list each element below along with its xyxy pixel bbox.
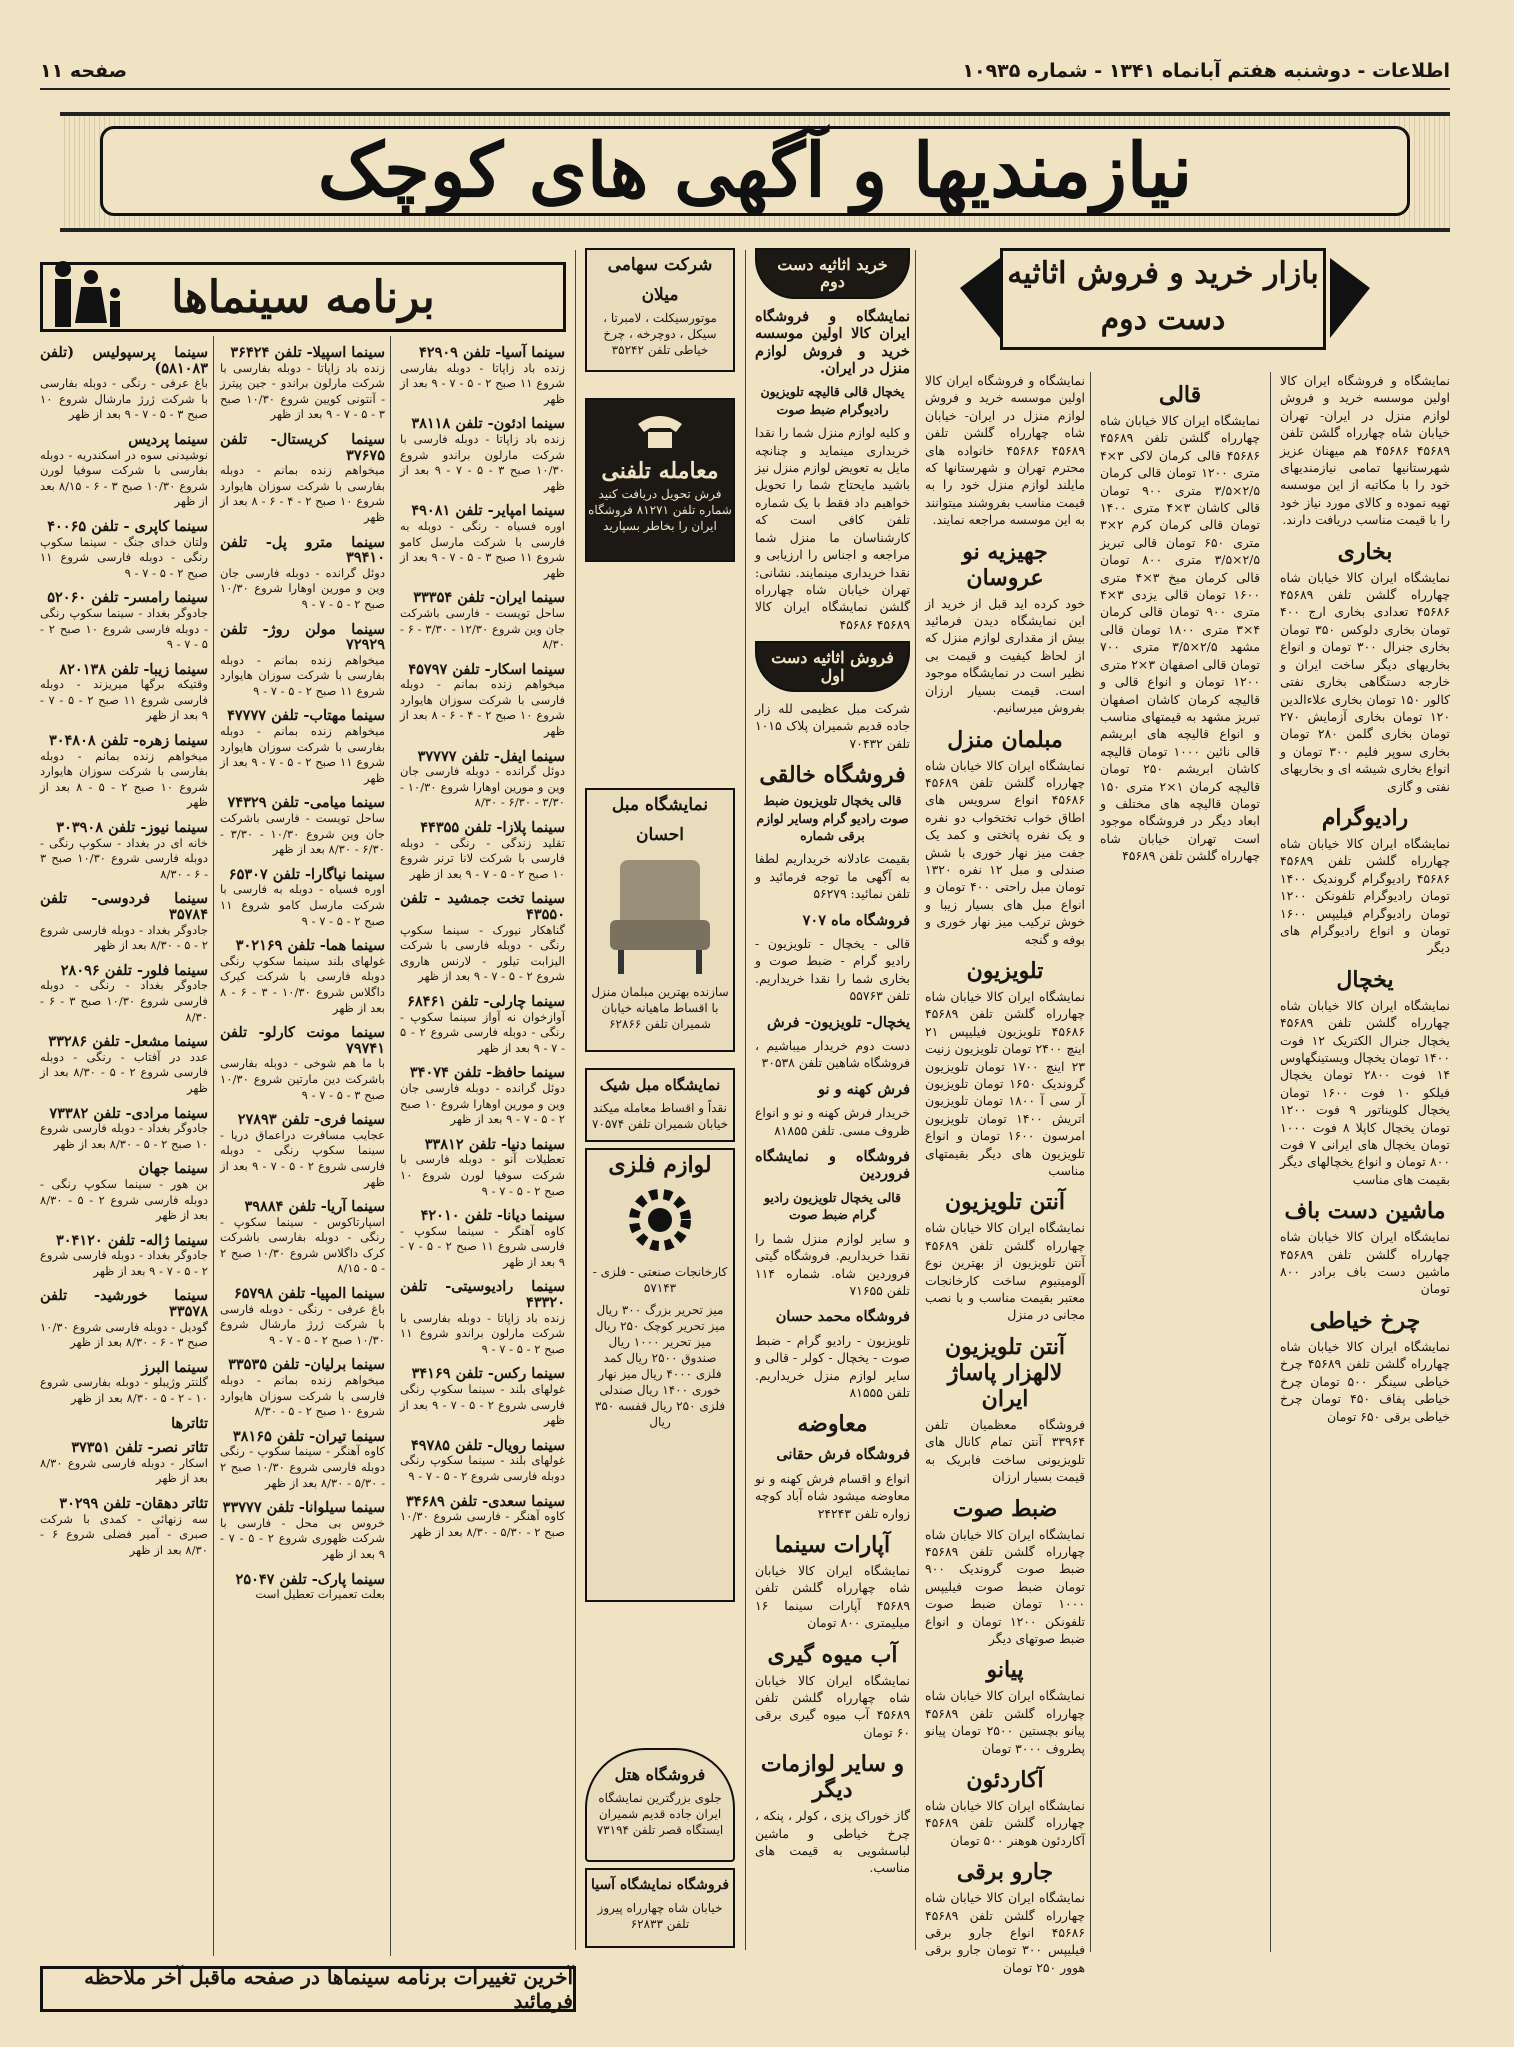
- cinema-name: سینما فلور- تلفن ۲۸۰۹۶: [60, 961, 208, 979]
- cinema-showtimes: میخواهم زنده بمانم - دوبله بفارسی با شرکت سوزان هایوارد شروع ۱۰ صبح ۲ - ۴ - ۶ - ۸ بعد از ظهر: [220, 463, 385, 524]
- heading-recorder: ضبط صوت: [952, 1495, 1058, 1522]
- column-buy-sell: [755, 248, 910, 1953]
- heading-farvardin: فروشگاه و نمایشگاه فروردین: [755, 1148, 910, 1183]
- ad-shik-text: نقداً و اقساط معامله میکند خیابان شمیران تلفن ۷۰۵۷۴: [591, 1101, 729, 1131]
- ad-ehsan-text: سازنده بهترین مبلمان منزل با اقساط ماهیانه خیابان شمیران تلفن ۶۲۸۶۶: [591, 985, 729, 1031]
- cinema-name: سینما المپیا- تلفن ۶۵۷۹۸: [233, 1285, 385, 1303]
- ad-buy-body: و کلیه لوازم منزل شما را نقدا خریداری مینماید و چنانچه مایل به تعویض لوازم منزل نیز باشید مایحتاج شما را تحویل خواهیم داد فقط با یک شماره تلفن کافی است که کارشناسان ما منزل شما مراجعه و اجناس را ارزیابی و نقدا خریداری مینمایند. نشانی: تهران خیابان شاه چهارراه گلشن نمایشگاه ایران کالا ۴۵۶۸۹ ۴۵۶۸۶: [755, 425, 910, 632]
- cinema-name: سینما دیانا- تلفن ۴۲۰۱۰: [420, 1207, 565, 1225]
- cinema-showtimes: بعلت تعمیرات تعطیل است: [255, 1587, 385, 1602]
- cinema-name: سینما رویال- تلفن ۴۹۷۸۵: [410, 1436, 565, 1454]
- cinema-name: سینما آسیا- تلفن ۴۲۹۰۹: [419, 344, 565, 361]
- cinema-showtimes: گودیل - دوبله فارسی شروع ۱۰/۳۰ صبح ۳ - ۶ - ۸/۳۰ بعد از ظهر: [40, 1319, 208, 1350]
- ad-asia-title: فروشگاه نمایشگاه آسیا: [590, 1877, 730, 1893]
- heading-heaters: بخاری: [1337, 538, 1393, 565]
- cinema-name: سینما پردیس: [128, 430, 208, 448]
- cinema-name: سینما رامسر- تلفن ۵۲۰۶۰: [47, 589, 208, 607]
- cinema-showtimes: نوشیدنی سوه در اسکندریه - دوبله بفارسی با شرکت سوفیا لورن شروع ۱۰/۳۰ صبح ۳ - ۶ - ۸/۱۵ بعد از ظهر: [40, 447, 208, 509]
- cinema-name: سینما خورشید- تلفن ۳۳۵۷۸: [40, 1287, 208, 1321]
- ad-other: گاز خوراک پزی ، کولر ، پنکه ، چرخ خیاطی و ماشین لباسشویی به قیمت های مناسب.: [755, 1808, 910, 1876]
- ad-hotel-text: جلوی بزرگترین نمایشگاه ایران جاده قدیم شمیران ایستگاه قصر تلفن ۷۳۱۹۴: [596, 1791, 724, 1837]
- cinema-name: سینما نیاگارا- تلفن ۶۵۳۰۷: [228, 865, 385, 883]
- cinema-program-title: برنامه سینماها: [171, 271, 435, 323]
- cinema-showtimes: میخواهم زنده بمانم - دوبله بفارسی با شرکت سوزان هایوارد شروع ۱۱ صبح ۲ - ۵ - ۷ - ۹: [220, 652, 385, 698]
- cinema-showtimes: جادوگر بغداد - سینما سکوپ رنگی - دوبله فارسی شروع ۱۰ صبح ۲ - ۵ - ۷ - ۹: [40, 605, 208, 652]
- heading-projector: آپارات سینما: [774, 1531, 891, 1558]
- cinema-name: سینما رکس- تلفن ۳۴۱۶۹: [411, 1365, 565, 1383]
- heading-antenna-2: آنتن تلویزیون لالهزار پاساژ ایران: [945, 1333, 1065, 1412]
- cinema-showtimes: آوازخوان نه آواز سینما سکوپ - رنگی - دوبله فارسی شروع ۲ - ۵ - ۷ - ۹ بعد از ظهر: [400, 1009, 565, 1055]
- ad-phone-deal: [585, 398, 735, 562]
- armchair-icon: [600, 850, 720, 980]
- ad-heaters: نمایشگاه ایران کالا خیابان شاه چهارراه گلشن تلفن ۴۵۶۸۹ ۴۵۶۸۶ تعدادی بخاری ارج ۴۰۰ تومان بخاری دلوکس ۳۵۰ تومان بخاری جنرال ۳۰۰ تومان و انواع بخاریهای دیگر ساخت ایران و خارجه دستگاهی بخاری نفتی کالور ۱۵۰ تومان بخاری علاءالدین ۱۲۰ تومان بخاری آزمایش ۲۷۰ تومان بخاری گلمن ۲۸۰ تومان بخاری سوپر فلیم ۳۰۰ تومان و انواع بخاری شیشه ای و بخاریهای نفتی و گازی: [1280, 569, 1450, 794]
- cinema-name: سینما پارک- تلفن ۲۵۰۴۷: [235, 1570, 385, 1588]
- cinema-showtimes: اسکار - دوبله فارسی شروع ۸/۳۰ بعد از ظهر: [40, 1455, 208, 1486]
- cinema-showtimes: میخواهم زنده بمانم - دوبله بفارسی با شرکت سوزان هایوارد شروع ۱۰ صبح ۲ - ۵ - ۸ بعد از ظهر: [40, 748, 208, 810]
- ad-projector: نمایشگاه ایران کالا خیابان شاه چهارراه گلشن تلفن ۴۵۶۸۹ آپارات سینما ۱۶ میلیمتری ۸۰۰ تومان: [755, 1562, 910, 1631]
- cinema-name: تئاتر دهقان- تلفن ۳۰۲۹۹: [59, 1495, 208, 1512]
- cinema-showtimes: اسپارتاکوس - سینما سکوپ - رنگی - دوبله بفارسی باشرکت کرک داگلاس شروع ۱۰/۳۰ صبح ۲ - ۵ - ۸/۱۵: [220, 1214, 386, 1276]
- cinema-showtimes: جادوگر بغداد - دوبله فارسی شروع ۱۰ صبح ۲ - ۵ - ۸/۳۰ بعد از ظهر: [40, 1121, 208, 1151]
- cinema-showtimes: میخواهم زنده بمانم - دوبله فارسی با شرکت سوزان هایوارد شروع ۱۰ صبح ۲ - ۵ - ۸/۳۰: [220, 1373, 385, 1419]
- ad-sewing: نمایشگاه ایران کالا خیابان شاه چهارراه گلشن تلفن ۴۵۶۸۹ چرخ خیاطی سینگر ۵۰۰ تومان چرخ خیاطی پفاف ۴۵۰ تومان چرخ خیاطی برقی ۶۵۰ تومان: [1280, 1338, 1451, 1424]
- heading-hassan: فروشگاه محمد حسان: [775, 1308, 910, 1326]
- ad-khaleghi-list: قالی یخچال تلویزیون ضبط صوت رادیو گرام وسایر لوازم برقی شماره: [756, 793, 909, 843]
- secondhand-market-header: [960, 238, 1370, 356]
- heading-furniture: مبلمان منزل: [947, 726, 1063, 753]
- cinema-name: تئاترها: [171, 1414, 208, 1432]
- heading-vacuum: جارو برقی: [956, 1859, 1054, 1886]
- ad-asia: [585, 1868, 735, 1948]
- cinema-name: سینما ایران- تلفن ۳۳۳۵۴: [413, 589, 565, 607]
- gear-icon: [620, 1180, 700, 1260]
- cinema-name: سینما پلازا- تلفن ۴۴۳۵۵: [420, 819, 565, 837]
- footer-text: آخرین تغییرات برنامه سینماها در صفحه ماقبل آخر ملاحظه فرمائید: [84, 1965, 573, 2013]
- ad-old-carpet: خریدار فرش کهنه و نو و انواع ظروف مسی. تلفن ۸۱۸۵۵: [755, 1105, 910, 1138]
- ad-hotel-title: فروشگاه هتل: [614, 1765, 706, 1784]
- cinema-name: سینما فردوسی- تلفن ۳۵۷۸۴: [40, 890, 208, 923]
- ad-asia-text: خیابان شاه چهارراه پیروز تلفن ۶۲۸۳۳: [597, 1901, 723, 1931]
- cinema-name: سینما اسپیلا- تلفن ۳۶۴۲۴: [230, 344, 385, 361]
- cinema-name: سینما پرسپولیس (تلفن ۵۸۱۰۸۳): [40, 344, 208, 377]
- telephone-icon: [630, 406, 690, 452]
- cinema-showtimes: زنده باد زاپاتا - دوبله فارسی با شرکت مارلون براندو شروع ۱۰/۳۰ صبح ۳ - ۵ - ۷ - ۹ بعد از ظهر: [400, 431, 565, 493]
- cinema-showtimes: سه زنهائی - کمدی با شرکت صبری - آمیر فضلی شروع ۶ - ۸/۳۰ بعد از ظهر: [40, 1511, 208, 1557]
- arrow-sell-firsthand: فروش اثاثیه دست اول: [755, 641, 910, 692]
- page-header: [40, 58, 1450, 90]
- ad-metal-text: کارخانجات صنعتی - فلزی - ۵۷۱۴۳: [592, 1265, 728, 1295]
- cinema-showtimes: ولتان خدای جنگ - سینما سکوپ رنگی - دوبله فارسی شروع ۱۱ صبح ۲ - ۵ - ۷ - ۹: [40, 534, 208, 580]
- ad-hotel: [585, 1748, 735, 1862]
- cinema-name: سینما مولن روژ- تلفن ۷۲۹۲۹: [220, 620, 385, 654]
- heading-fridge: یخچال: [1336, 966, 1394, 993]
- ad-azimi: شرکت مبل عظیمی لله زار جاده قدیم شمیران پلاک ۱۰۱۵ تلفن ۷۰۴۳۲: [755, 700, 910, 751]
- ad-ehsan: [585, 788, 735, 1052]
- cinema-showtimes: باغ عرفی - رنگی - دوبله فارسی با شرکت ژرژ مارشال شروع ۱۰/۳۰ صبح ۲ - ۵ - ۷ - ۹: [220, 1301, 385, 1347]
- cinema-name: سینما البرز: [141, 1358, 208, 1376]
- ad-radiogram: نمایشگاه ایران کالا خیابان شاه چهارراه گلشن تلفن ۴۵۶۸۹ ۴۵۶۸۶ رادیوگرام گروندیک ۱۴۰۰ تومان رادیوگرام تلفونکن ۱۲۰۰ تومان رادیوگرام فیلیپس ۱۶۰۰ تومان و انواع رادیوگرام های دیگر: [1280, 835, 1450, 956]
- ad-ehsan-title: نمایشگاه مبل احسان: [611, 795, 709, 845]
- cinema-name: سینما میامی- تلفن ۷۴۳۲۹: [227, 794, 385, 812]
- cinema-showtimes: عدد در آفتاب - رنگی - دوبله فارسی شروع ۲ - ۵ - ۸/۳۰ بعد از ظهر: [40, 1049, 208, 1095]
- cinema-showtimes: میخواهم زنده بمانم - دوبله بفارسی با شرکت سوزان هایوارد شروع ۱۱ صبح ۲ - ۵ - ۷ - ۹ بعد از ظهر: [220, 724, 385, 785]
- family-silhouette-icon: [33, 251, 133, 341]
- arrow-buy-secondhand: خرید اثاثیه دست دوم: [755, 248, 910, 299]
- ad-intro: نمایشگاه و فروشگاه ایران کالا اولین موسسه خرید و فروش لوازم منزل در ایران- تهران خیابان شاه چهارراه گلشن تلفن ۴۵۶۸۹ ۴۵۶۸۶ هم میهنان عزیز شهرستانیها تمامی نیازمندیهای خود را با مکاتبه از این موسسه تهیه نموده و کالای مورد نیاز خود را با قیمت مناسب دریافت دارند.: [1280, 373, 1450, 528]
- cinema-showtimes: وقتیکه برگها میریزند - دوبله فارسی شروع ۱۱ صبح ۲ - ۵ - ۷ - ۹ بعد از ظهر: [40, 677, 209, 723]
- ad-hassan: تلویزیون - رادیو گرام - ضبط صوت - یخچال - کولر - قالی و سایر لوازم منزل خریداریم. تلفن ۸۱۵۵۵: [755, 1332, 910, 1400]
- ad-fridge: نمایشگاه ایران کالا خیابان شاه چهارراه گلشن تلفن ۴۵۶۸۹ یخچال جنرال الکتریک ۱۲ فوت ۱۴۰۰ تومان یخچال ویستینگهاوس ۱۴ فوت ۲۸۰۰ تومان یخچال فیلکو ۱۰ فوت ۱۶۰۰ تومان یخچال کلویناتور ۹ فوت ۱۲۰۰ تومان یخچال کاپلا ۸ فوت ۱۰۰۰ تومان یخچال های ایرانی ۷ فوت ۸۰۰ تومان و انواع یخچالهای دیگر بقیمت های مناسب: [1280, 997, 1451, 1187]
- cinema-showtimes: جادوگر بغداد - دوبله فارسی شروع ۲ - ۵ - ۷ - ۹ بعد از ظهر: [40, 1248, 208, 1278]
- ad-metal-prices: میز تحریر بزرگ ۳۰۰ ریال میز تحریر کوچک ۲۵۰ ریال میز تحریر ۱۰۰۰ ریال صندوق ۲۵۰۰ ریال کمد فلزی ۴۰۰۰ ریال میز نهار خوری ۱۴۰۰ ریال صندلی فلزی ۲۵۰ ریال قفسه ۳۵۰ ریال: [594, 1303, 726, 1429]
- ad-carpets: نمایشگاه ایران کالا خیابان شاه چهارراه گلشن تلفن ۴۵۶۸۹ ۴۵۶۸۶ قالی کرمان لاکی ۳×۴ متری ۱۲۰۰ تومان قالی کرمان ۲/۵×۳/۵ متری ۹۰۰ تومان قالی کاشان ۳×۴ متری ۱۴۰۰ تومان قالی کرمان کرم ۲×۳ متری ۶۵۰ تومان قالی تبریز ۲/۵×۳/۵ متری ۸۰۰ تومان قالی کرمان میخ ۳×۴ متری ۱۶۰۰ تومان قالی یزدی ۳×۴ متری ۹۰۰ تومان قالی کرمان ۴×۳ متری ۱۸۰۰ تومان قالی مشهد ۲/۵×۳/۵ متری ۷۰۰ تومان قالی اصفهان ۳×۲ متری ۱۲۰۰ تومان و انواع قالی و قالیچه کرمان کاشان اصفهان تبریز مشهد به قیمتهای مناسب و انواع قالیچه های ابریشم قالی نائین ۱۰۰۰ تومان قالیچه کاشان ابریشم ۲۵۰ تومان قالیچه کرمان ۱×۲ متری ۱۵۰ تومان قالیچه های مختلف و ابعاد دیگر در فروشگاه موجود است تهران خیابان شاه چهارراه گلشن تلفن ۴۵۶۸۹: [1100, 413, 1260, 864]
- cinema-list-2: [220, 336, 385, 1956]
- cinema-name: سینما کاپری - تلفن ۴۰۰۶۵: [47, 517, 208, 535]
- cinema-showtimes: غولهای بلند - سینما سکوپ رنگی دوبله فارسی شروع ۲ - ۵ - ۷ - ۹: [400, 1453, 565, 1483]
- cinema-showtimes: میخواهم زنده بمانم - دوبله فارسی با شرکت سوزان هایوارد شروع ۱۰ صبح ۲ - ۴ - ۶ - ۸ بعد از ظهر: [400, 677, 565, 739]
- ad-phone-deal-text: فرش تحویل دریافت کنید شماره تلفن ۸۱۲۷۱ فروشگاه ایران را بخاطر بسپارید: [588, 487, 732, 533]
- ad-intro-2: نمایشگاه و فروشگاه ایران کالا اولین موسسه خرید و فروش لوازم منزل در ایران- خیابان شاه چهارراه گلشن تلفن ۴۵۶۸۹ ۴۵۶۸۶ خانواده های محترم تهران و شهرستانها که مایلند لوازم منزل خود را به قیمت مناسب بفروشند میتوانند به این موسسه مراجعه نمایند.: [925, 373, 1085, 528]
- cinema-name: سینما رادیوسیتی- تلفن ۴۳۳۲۰: [400, 1278, 565, 1312]
- cinema-showtimes: جادوگر بغداد - رنگی - دوبله فارسی شروع ۱۰/۳۰ صبح ۳ - ۶ - ۸/۳۰: [40, 978, 208, 1024]
- cinema-name: سینما فری- تلفن ۲۷۸۹۳: [237, 1111, 385, 1129]
- heading-dowry: جهیزیه نو عروسان: [962, 538, 1048, 591]
- cinema-showtimes: عجایب مسافرت دراعماق دریا - سینما سکوپ رنگی - دوبله فارسی شروع ۲ - ۵ - ۷ - ۹ بعد از ظهر: [220, 1127, 385, 1189]
- ad-phone-deal-title: معامله تلفنی: [601, 458, 719, 484]
- ad-haghani: انواع و اقسام فرش کهنه و نو معاوضه میشود شاه آباد کوچه زواره تلفن ۲۴۲۴۳: [755, 1470, 910, 1521]
- cinema-showtimes: گناهکار نیورک - سینما سکوپ رنگی - دوبله فارسی با شرکت الیزابت تیلور - لارنس هاروی شروع ۲ - ۵ - ۷ - ۹ بعد از ظهر: [400, 922, 565, 984]
- cinema-showtimes: دوئل گرانده - دوبله فارسی جان وین و مورین اوهارا شروع ۱۰ صبح ۲ - ۵ - ۷ - ۹ بعد از ظهر: [400, 1080, 565, 1127]
- cinema-name: سینما چارلی- تلفن ۶۸۴۶۱: [407, 992, 565, 1010]
- column-display-ads: [585, 248, 735, 1953]
- cinema-showtimes: غولهای بلند - سینما سکوپ رنگی فارسی شروع ۲ - ۵ - ۷ - ۹ بعد از ظهر: [400, 1382, 565, 1428]
- cinema-name: سینما مونت کارلو- تلفن ۷۹۷۴۱: [220, 1024, 385, 1057]
- heading-other: و سایر لوازمات دیگر: [760, 1751, 905, 1804]
- cinema-showtimes: خانه ای در بغداد - سکوپ رنگی - دوبله فارسی شروع ۱۰/۳۰ صبح ۳ - ۶ - ۸/۳۰: [40, 835, 208, 881]
- cinema-name: سینما تیران- تلفن ۳۸۱۶۵: [232, 1427, 385, 1445]
- heading-piano: پیانو: [986, 1657, 1024, 1684]
- page-number: صفحه ۱۱: [40, 60, 128, 82]
- ad-shik: [585, 1068, 735, 1142]
- heading-knitting: ماشین دست باف: [1284, 1198, 1446, 1225]
- heading-exchange: معاوضه: [797, 1411, 868, 1438]
- cinema-showtimes: دوئل گرانده - دوبله فارسی جان وین و مورین اوهارا شروع ۱۰/۳۰ - ۳/۳۰ - ۶/۳۰ - ۸/۳۰: [400, 764, 565, 810]
- issue-info: اطلاعات - دوشنبه هفتم آبانماه ۱۳۴۱ - شماره ۱۰۹۳۵: [962, 60, 1450, 82]
- cinema-name: سینما امپایر- تلفن ۴۹۰۸۱: [411, 502, 565, 520]
- heading-accordion: آکاردئون: [966, 1766, 1044, 1793]
- heading-radiogram: رادیوگرام: [1321, 804, 1409, 831]
- ad-khaleghi: بقیمت عادلانه خریداریم لطفا به آگهی ما توجه فرمائید و تلفن نمائید: ۵۶۲۷۹: [755, 851, 910, 902]
- cinema-name: سینما مرادی- تلفن ۷۳۳۸۲: [49, 1104, 208, 1122]
- secondhand-line2: دست دوم: [1100, 302, 1226, 337]
- cinema-name: تئاتر نصر- تلفن ۳۷۳۵۱: [71, 1439, 208, 1457]
- cinema-name: سینما کریستال- تلفن ۳۷۶۷۵: [220, 430, 385, 464]
- ad-accordion: نمایشگاه ایران کالا خیابان شاه چهارراه گلشن تلفن ۴۵۶۸۹ آکاردئون هوهنر ۵۰۰ تومان: [925, 1797, 1085, 1848]
- cinema-program-header: [40, 262, 566, 332]
- cinema-name: سینما برلیان- تلفن ۳۳۵۳۵: [228, 1356, 385, 1374]
- cinema-name: سینما ادئون- تلفن ۳۸۱۱۸: [411, 415, 565, 433]
- cinema-showtimes: گلنتر وژیبلو - دوبله بفارسی شروع ۱۰ - ۲ - ۵ - ۸/۳۰ بعد از ظهر: [40, 1375, 208, 1406]
- cinema-showtimes: زنده باد زاپاتا - دوبله بفارسی با شرکت مارلون براندو - جین پیترز - آنتونی کویین شروع ۱۰/۳۰ صبح ۳ - ۵ - ۷ - ۹ بعد از ظهر: [220, 360, 385, 422]
- cinema-name: سینما آریا- تلفن ۳۹۸۸۴: [244, 1198, 385, 1216]
- cinema-showtimes: بن هور - سینما سکوپ رنگی - دوبله فارسی شروع ۲ - ۵ - ۸/۳۰ بعد از ظهر: [40, 1176, 209, 1223]
- cinema-showtimes: کاوه آهنگر - سینما سکوپ - رنگی دوبله فارسی شروع ۱۰/۳۰ صبح ۲ - ۵/۳۰ - ۸/۳۰ بعد از ظهر: [220, 1444, 385, 1490]
- cinema-name: سینما سعدی- تلفن ۳۴۶۸۹: [405, 1492, 565, 1510]
- ad-shahin: دست دوم خریدار میباشیم ، فروشگاه شاهین تلفن ۳۰۵۳۸: [755, 1038, 910, 1071]
- ad-antenna-2: فروشگاه معظمیان تلفن ۳۳۹۶۴ آنتن تمام کانال های تلویزیونی ساخت فابریک به قیمت بسیار ارزان: [925, 1416, 1085, 1485]
- ad-farvardin: و سایر لوازم منزل شما را نقدا خریداریم. فروشگاه گیتی فروردین شاه. شماره ۱۱۴ تلفن ۷۱۶۵۵: [755, 1230, 910, 1298]
- cinema-showtimes: ساحل تویست - فارسی باشرکت جان وین شروع ۱۲/۳۰ - ۳/۳۰ - ۶ - ۸/۳۰: [400, 605, 565, 652]
- cinema-name: سینما زهره- تلفن ۳۰۴۸۰۸: [48, 732, 208, 750]
- cinema-name: سینما مهتاب- تلفن ۴۷۷۷۷: [227, 707, 385, 725]
- ad-metal: [585, 1148, 735, 1602]
- column-furniture-right: [1280, 372, 1450, 1952]
- heading-carpets: قالی: [1158, 382, 1202, 408]
- cinema-showtimes: جادوگر بغداد - دوبله فارسی شروع ۲ - ۵ - ۸/۳۰ بعد از ظهر: [40, 922, 208, 953]
- cinema-showtimes: تعطیلات آنو - دوبله فارسی با شرکت سوفیا لورن شروع ۱۰ صبح ۲ - ۵ - ۷ - ۹: [400, 1152, 565, 1198]
- heading-fridge-tv-carpet: یخچال- تلویزیون- فرش: [766, 1013, 910, 1031]
- cinema-showtimes: با ما هم شوخی - دوبله بفارسی باشرکت دین مارتین شروع ۱۰/۳۰ صبح ۳ - ۵ - ۷ - ۹: [220, 1056, 385, 1102]
- ad-knitting: نمایشگاه ایران کالا خیابان شاه چهارراه گلشن تلفن ۴۵۶۸۹ ماشین دست باف برادر ۸۰۰ تومان: [1280, 1229, 1450, 1297]
- cinema-showtimes: زنده باد زاپاتا - دوبله بفارسی با شرکت مارلون براندو شروع ۱۱ صبح ۲ - ۵ - ۷ - ۹: [400, 1310, 565, 1356]
- cinema-name: سینما سیلوانا- تلفن ۳۳۷۷۷: [222, 1499, 385, 1517]
- cinema-footer-note: [40, 1966, 576, 2012]
- cinema-showtimes: تقلید زندگی - رنگی - دوبله فارسی با شرکت لانا ترنر شروع ۱۰ صبح ۲ - ۵ - ۷ - ۹ بعد از ظهر: [400, 835, 565, 881]
- cinema-showtimes: ساحل تویست - فارسی باشرکت جان وین شروع ۱۰/۳۰ - ۳/۳۰ - ۶/۳۰ - ۸/۳۰ بعد از ظهر: [220, 811, 385, 857]
- ad-antenna: نمایشگاه ایران کالا خیابان شاه چهارراه گلشن تلفن ۴۵۶۸۹ آنتن تلویزیون از بهترین نوع آلومینیوم ساخت کارخانجات معتبر بقیمت مناسب و با نصب مجانی در منزل: [925, 1220, 1085, 1323]
- ad-buy-intro: نمایشگاه و فروشگاه ایران کالا اولین موسسه خرید و فروش لوازم منزل در ایران.: [755, 307, 910, 378]
- cinema-showtimes: اوره فسیاه - دوبله به فارسی با شرکت مارسل کامو شروع ۱۱ صبح ۲ - ۵ - ۷ - ۹: [220, 882, 385, 928]
- ad-buy-list: یخچال قالی قالیچه تلویزیون رادیوگرام ضبط صوت: [760, 384, 905, 417]
- ad-metal-title: لوازم فلزی: [608, 1152, 712, 1178]
- ad-vacuum: نمایشگاه ایران کالا خیابان شاه چهارراه گلشن تلفن ۴۵۶۸۹ ۴۵۶۸۶ انواع جارو برقی فیلیپس ۳۰۰ تومان جارو برقی هوور ۲۵۰ تومان: [925, 1890, 1085, 1975]
- cinema-name: سینما نیوز- تلفن ۳۰۳۹۰۸: [56, 819, 208, 837]
- secondhand-box: [1000, 248, 1326, 350]
- cinema-name: سینما هما- تلفن ۳۰۲۱۶۹: [235, 937, 385, 955]
- ad-milan-text: موتورسیکلت ، لامبرتا ، سیکل ، دوچرخه ، چرخ خیاطی تلفن ۳۵۲۴۲: [603, 311, 717, 357]
- ad-farvardin-list: قالی یخچال تلویزیون رادیو گرام ضبط صوت: [764, 1189, 901, 1223]
- cinema-showtimes: باغ عرفی - رنگی - دوبله بفارسی با شرکت ژرژ مارشال شروع ۱۰ صبح ۳ - ۵ - ۷ - ۹ بعد از ظهر: [40, 376, 208, 422]
- classifieds-banner: [60, 112, 1450, 232]
- ad-shik-title: نمایشگاه مبل شیک: [599, 1076, 721, 1094]
- banner-title: نیازمندیها و آگهی های کوچک: [100, 126, 1410, 216]
- ad-tv: نمایشگاه ایران کالا خیابان شاه چهارراه گلشن تلفن ۴۵۶۸۹ ۴۵۶۸۶ تلویزیون فیلیپس ۲۱ اینچ ۲۴۰۰ تومان تلویزیون زنیت ۲۳ اینچ ۱۷۰۰ تومان تلویزیون گروندیک ۱۶۵۰ تومان تلویزیون آر سی آ ۱۸۰۰ تومان تلویزیون اتریش ۱۴۰۰ تومان تلویزیون امرسون ۱۶۰۰ تومان و انواع تلویزیون های دیگر بقیمتهای مناسب: [925, 988, 1085, 1179]
- column-home-goods: [925, 372, 1085, 1975]
- ad-furniture: نمایشگاه ایران کالا خیابان شاه چهارراه گلشن تلفن ۴۵۶۸۹ ۴۵۶۸۶ انواع سرویس های اطاق خواب تختخواب دو نفره و یک نفره پاتختی و کمد یک جفت میز نهار خوری با شش صندلی و مبل ۱۲ نفره ۱۳۲۰ تومان مبل راحتی ۴۰۰ تومان و انواع مبل های بسیار زیبا و خوش ترکیب میز نهار خوری و بوفه و گنجه: [925, 757, 1085, 947]
- heading-juicer: آب میوه گیری: [767, 1641, 898, 1668]
- cinema-showtimes: اوره فسیاه - رنگی - دوبله به فارسی با شرکت مارسل کامو شروع ۱۱ صبح ۳ - ۵ - ۷ - ۹ بعد از ظهر: [400, 518, 565, 580]
- cinema-name: سینما ایفل- تلفن ۳۷۷۷۷: [417, 747, 565, 765]
- ad-mah: قالی - یخچال - تلویزیون - رادیو گرام - ضبط صوت و بخاری شما را نقدا خریداریم. تلفن ۵۵۷۶۳: [755, 936, 910, 1004]
- cinema-list-3: [40, 336, 208, 1956]
- heading-haghani: فروشگاه فرش حقانی: [776, 1446, 910, 1464]
- ad-recorder: نمایشگاه ایران کالا خیابان شاه چهارراه گلشن تلفن ۴۵۶۸۹ ضبط صوت گروندیک ۹۰۰ تومان ضبط صوت فیلیپس ۱۰۰۰ تومان ضبط صوت تلفونکن ۱۲۰۰ تومان و انواع ضبط صوتهای دیگر: [925, 1526, 1085, 1646]
- cinema-name: سینما مشعل- تلفن ۳۳۲۸۶: [48, 1033, 208, 1051]
- heading-old-carpet: فرش کهنه و نو: [817, 1080, 910, 1098]
- cinema-name: سینما اسکار- تلفن ۴۵۷۹۷: [408, 660, 565, 678]
- cinema-showtimes: غولهای بلند سینما سکوپ رنگی دوبله فارسی با شرکت کیرک داگلاس شروع ۱۰/۳۰ - ۳ - ۶ - ۸ بعد از ظهر: [220, 953, 385, 1015]
- heading-sewing: چرخ خیاطی: [1309, 1307, 1421, 1334]
- heading-khaleghi: فروشگاه خالقی: [759, 762, 906, 789]
- cinema-list-1: [400, 336, 565, 1956]
- ad-juicer: نمایشگاه ایران کالا خیابان شاه چهارراه گلشن تلفن ۴۵۶۸۹ آب میوه گیری برقی ۶۰ تومان: [755, 1672, 910, 1740]
- cinema-name: سینما جهان: [138, 1160, 208, 1178]
- ad-milan-title: شرکت سهامی میلان: [607, 255, 713, 305]
- ad-piano: نمایشگاه ایران کالا خیابان شاه چهارراه گلشن تلفن ۴۵۶۸۹ پیانو بچستین ۲۵۰۰ تومان پیانو پطروف ۳۰۰۰ تومان: [925, 1688, 1085, 1756]
- cinema-showtimes: زنده باد زاپاتا - دوبله بفارسی شروع ۱۱ صبح ۲ - ۵ - ۷ - ۹ بعد از ظهر: [400, 360, 565, 406]
- column-carpets: [1100, 372, 1260, 1952]
- ad-dowry: خود کرده اید قبل از خرید از این نمایشگاه دیدن فرمائید بیش از مقداری لوازم منزل که از لحاظ کیفیت و قیمت بی نظیر است در نمایشگاه موجود است. قیمت بسیار ارزان بفروش میرسانیم.: [925, 595, 1085, 716]
- cinema-name: سینما تخت جمشید - تلفن ۴۳۵۵۰: [400, 890, 565, 923]
- cinema-showtimes: خروس بی محل - فارسی با شرکت ظهوری شروع ۲ - ۵ - ۷ - ۹ بعد از ظهر: [220, 1515, 385, 1561]
- cinema-name: سینما دنیا- تلفن ۳۳۸۱۲: [424, 1135, 565, 1153]
- cinema-showtimes: کاوه آهنگر - فارسی شروع ۱۰/۳۰ صبح ۲ - ۵/۳۰ - ۸/۳۰ بعد از ظهر: [400, 1509, 565, 1539]
- secondhand-line1: بازار خرید و فروش اثاثیه: [1007, 256, 1319, 291]
- cinema-name: سینما زیبا- تلفن ۸۲۰۱۳۸: [59, 660, 208, 678]
- cinema-name: سینما ژاله- تلفن ۳۰۴۱۲۰: [55, 1231, 208, 1249]
- cinema-name: سینما حافظ- تلفن ۳۴۰۷۴: [409, 1064, 565, 1082]
- heading-tv: تلویزیون: [966, 957, 1044, 984]
- heading-antenna: آنتن تلویزیون: [945, 1189, 1065, 1216]
- cinema-showtimes: کاوه آهنگر - سینما سکوپ - فارسی شروع ۱۱ صبح ۲ - ۵ - ۷ - ۹ بعد از ظهر: [400, 1223, 565, 1269]
- cinema-name: سینما مترو پل- تلفن ۳۹۴۱۰: [220, 533, 385, 567]
- cinema-showtimes: دوئل گرانده - دوبله فارسی جان وین و مورین اوهارا شروع ۱۰/۳۰ صبح ۲ - ۵ - ۷ - ۹: [220, 565, 385, 611]
- heading-mah: فروشگاه ماه ۷۰۷: [802, 911, 910, 929]
- ad-milan: [585, 248, 735, 372]
